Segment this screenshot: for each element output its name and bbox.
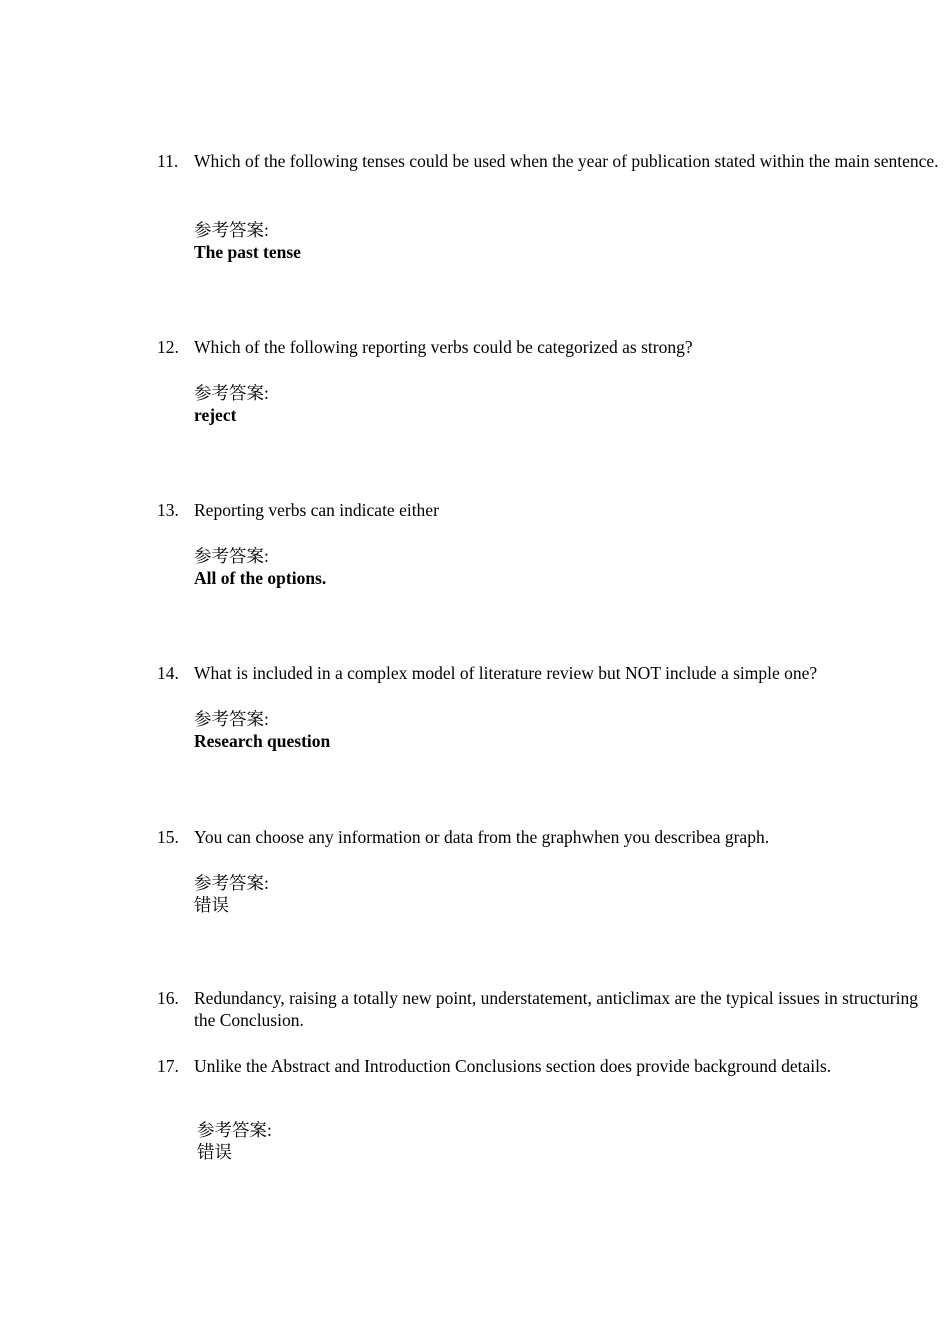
answer-label: 参考答案: bbox=[194, 709, 269, 729]
question-14 bbox=[157, 662, 943, 684]
answer-label: 参考答案: bbox=[194, 873, 269, 893]
answer-label: 参考答案: bbox=[194, 383, 269, 403]
question-text: Which of the following reporting verbs could be categorized as strong? bbox=[194, 337, 693, 357]
answer-label: 参考答案: bbox=[194, 220, 269, 240]
question-number: 13. bbox=[157, 500, 179, 520]
question-number: 17. bbox=[157, 1056, 179, 1076]
question-text: Reporting verbs can indicate either bbox=[194, 500, 439, 520]
answer-value: 错误 bbox=[194, 895, 229, 915]
question-17 bbox=[157, 1055, 943, 1077]
answer-value: All of the options. bbox=[194, 568, 327, 588]
answer-block-11 bbox=[194, 219, 301, 263]
question-text: You can choose any information or data from the graphwhen you describea graph. bbox=[194, 827, 770, 847]
question-12 bbox=[157, 336, 943, 358]
answer-value: reject bbox=[194, 405, 237, 425]
answer-block-13 bbox=[194, 545, 326, 589]
question-text: Unlike the Abstract and Introduction Conclusions section does provide background details. bbox=[194, 1056, 832, 1076]
question-text: What is included in a complex model of literature review but NOT include a simple one? bbox=[194, 663, 818, 683]
answer-block-14 bbox=[194, 708, 330, 752]
question-13 bbox=[157, 499, 943, 521]
answer-label: 参考答案: bbox=[194, 546, 269, 566]
question-text: Redundancy, raising a totally new point, understatement, anticlimax are the typical issues in structuring the Conclusion. bbox=[194, 988, 918, 1030]
question-number: 12. bbox=[157, 337, 179, 357]
question-text: Which of the following tenses could be used when the year of publication stated within the main sentence. bbox=[194, 151, 939, 171]
answer-value: 错误 bbox=[197, 1142, 232, 1162]
question-number: 14. bbox=[157, 663, 179, 683]
answer-block-15 bbox=[194, 872, 269, 916]
question-15 bbox=[157, 826, 943, 848]
answer-value: The past tense bbox=[194, 242, 301, 262]
question-16 bbox=[157, 987, 943, 1031]
question-number: 11. bbox=[157, 151, 179, 171]
answer-block-17 bbox=[197, 1119, 272, 1163]
answer-block-12 bbox=[194, 382, 269, 426]
question-number: 15. bbox=[157, 827, 179, 847]
question-11 bbox=[157, 150, 943, 172]
answer-label: 参考答案: bbox=[197, 1120, 272, 1140]
answer-value: Research question bbox=[194, 731, 331, 751]
question-number: 16. bbox=[157, 988, 179, 1008]
